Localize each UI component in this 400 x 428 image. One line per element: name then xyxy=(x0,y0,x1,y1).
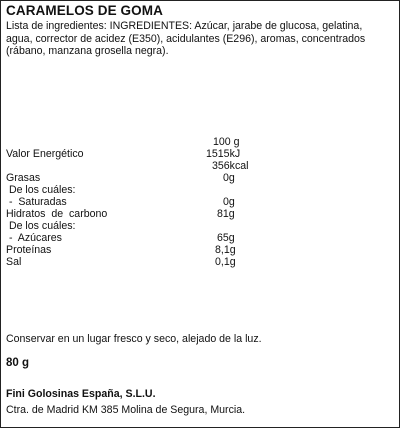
energy-label: Valor Energético xyxy=(6,148,84,160)
of-which-label: De los cuáles: xyxy=(6,184,76,196)
product-title: CARAMELOS DE GOMA xyxy=(6,3,163,18)
company-address: Ctra. de Madrid KM 385 Molina de Segura, Murcia. xyxy=(6,404,246,416)
energy-kcal-value: 356kcal xyxy=(212,160,249,172)
protein-label: Proteínas xyxy=(6,244,52,256)
sugars-label: - Azúcares xyxy=(6,232,62,244)
salt-label: Sal xyxy=(6,256,22,268)
storage-instructions: Conservar en un lugar fresco y seco, alejado de la luz. xyxy=(6,333,262,345)
net-weight: 80 g xyxy=(6,357,30,369)
of-which-label: De los cuáles: xyxy=(6,220,76,232)
protein-value: 8,1g xyxy=(215,244,236,256)
ingredients-line: agua, corrector de acidez (E350), acidulantes (E296), aromas, concentrados xyxy=(6,32,366,45)
company-name: Fini Golosinas España, S.L.U. xyxy=(6,388,156,400)
carbs-value: 81g xyxy=(217,208,235,220)
saturated-value: 0g xyxy=(223,196,235,208)
carbs-label: Hidratos de carbono xyxy=(6,208,108,220)
ingredients-line: (rábano, manzana grosella negra). xyxy=(6,45,169,58)
ingredients-list xyxy=(6,20,396,58)
sugars-value: 65g xyxy=(217,232,235,244)
ingredients-line: Lista de ingredientes: INGREDIENTES: Azúcar, jarabe de glucosa, gelatina, xyxy=(6,20,363,32)
salt-value: 0,1g xyxy=(215,256,236,268)
per-100g-header: 100 g xyxy=(213,136,240,148)
fats-value: 0g xyxy=(223,172,235,184)
fats-label: Grasas xyxy=(6,172,41,184)
energy-kj-value: 1515kJ xyxy=(206,148,241,160)
saturated-label: - Saturadas xyxy=(6,196,67,208)
